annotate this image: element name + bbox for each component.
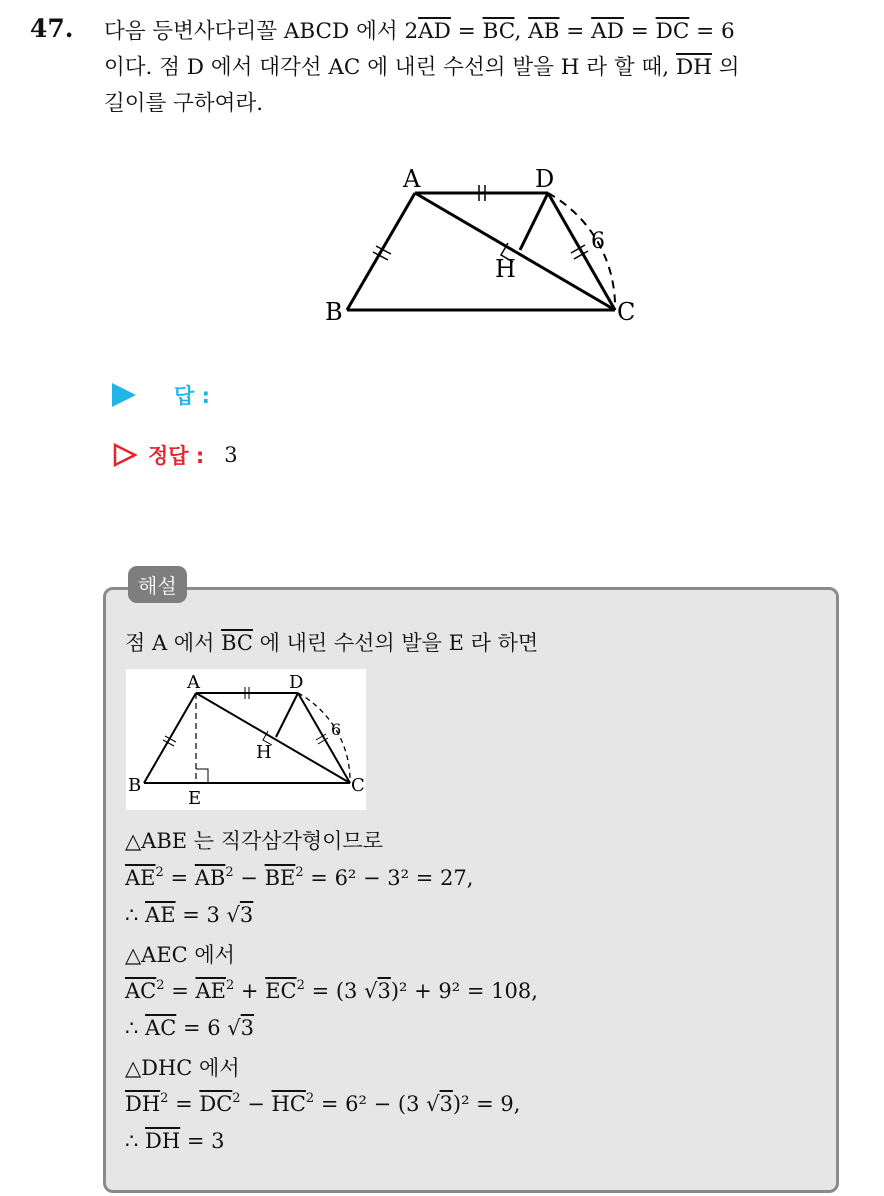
question-line-1: 다음 등변사다리꼴 ABCD 에서 $2\overline{AD} = \overline{BC}$, $\overline{AB} = \overline{AD} = \overline{DC} = 6$	[104, 19, 735, 44]
solution-line-2: $\overline{AE}^2 = \overline{AB}^2 - \overline{BE}^2 = 6^2 - 3^2 = 27$,	[125, 865, 474, 890]
question-line-2: 이다. 점 D 에서 대각선 AC 에 내린 수선의 발을 H 라 할 때, $\overline{DH}$ 의	[104, 55, 740, 80]
label-D: D	[535, 165, 555, 193]
label-six: 6	[591, 229, 605, 254]
solution-intro: 점 A 에서 $\overline{BC}$ 에 내린 수선의 발을 E 라 하면	[125, 631, 539, 655]
solution-tab: 해설	[128, 566, 187, 603]
solution-line-8: $\overline{DH}^2 = \overline{DC}^2 - \overline{HC}^2 = 6^2 - (3$ √3)² = 9,	[125, 1091, 521, 1116]
label-B: B	[325, 298, 343, 326]
play-filled-icon	[112, 383, 136, 407]
answer-prompt-row	[112, 380, 210, 410]
solution-figure	[126, 669, 366, 810]
fig2-label-D: D	[289, 672, 304, 693]
solution-line-5: $\overline{AC}^2 = \overline{AE}^2 + \overline{EC}^2 = (3$ √3)² + 9² = 108,	[125, 978, 538, 1003]
solution-line-3: ∴ $\overline{AE} = 3$ √3	[125, 903, 254, 927]
solution-line-9: ∴ $\overline{DH} = 3$	[125, 1129, 225, 1153]
question-number: 47.	[30, 14, 74, 43]
fig2-label-six: 6	[331, 720, 342, 739]
correct-answer-value: 3	[224, 443, 238, 467]
fig2-label-B: B	[128, 775, 142, 796]
solution-line-4: △AEC 에서	[125, 943, 235, 967]
label-C: C	[617, 298, 636, 326]
solution-line-7: △DHC 에서	[125, 1056, 240, 1080]
solution-line-1: △ABE 는 직각삼각형이므로	[125, 829, 384, 853]
fig2-label-E: E	[188, 788, 202, 809]
fig2-label-C: C	[351, 775, 365, 796]
question-line-3: 길이를 구하여라.	[104, 91, 264, 116]
question-text	[104, 14, 864, 122]
answer-prompt-label: 답 :	[174, 384, 210, 408]
label-A: A	[403, 165, 421, 193]
play-outline-icon	[112, 442, 138, 468]
correct-answer-label: 정답 :	[148, 444, 205, 468]
label-H: H	[495, 255, 516, 283]
correct-answer-row	[112, 440, 238, 470]
fig2-label-A: A	[187, 672, 200, 693]
solution-line-6: ∴ $\overline{AC} = 6$ √3	[125, 1016, 255, 1040]
trapezoid-figure	[315, 158, 645, 328]
fig2-label-H: H	[256, 742, 272, 763]
